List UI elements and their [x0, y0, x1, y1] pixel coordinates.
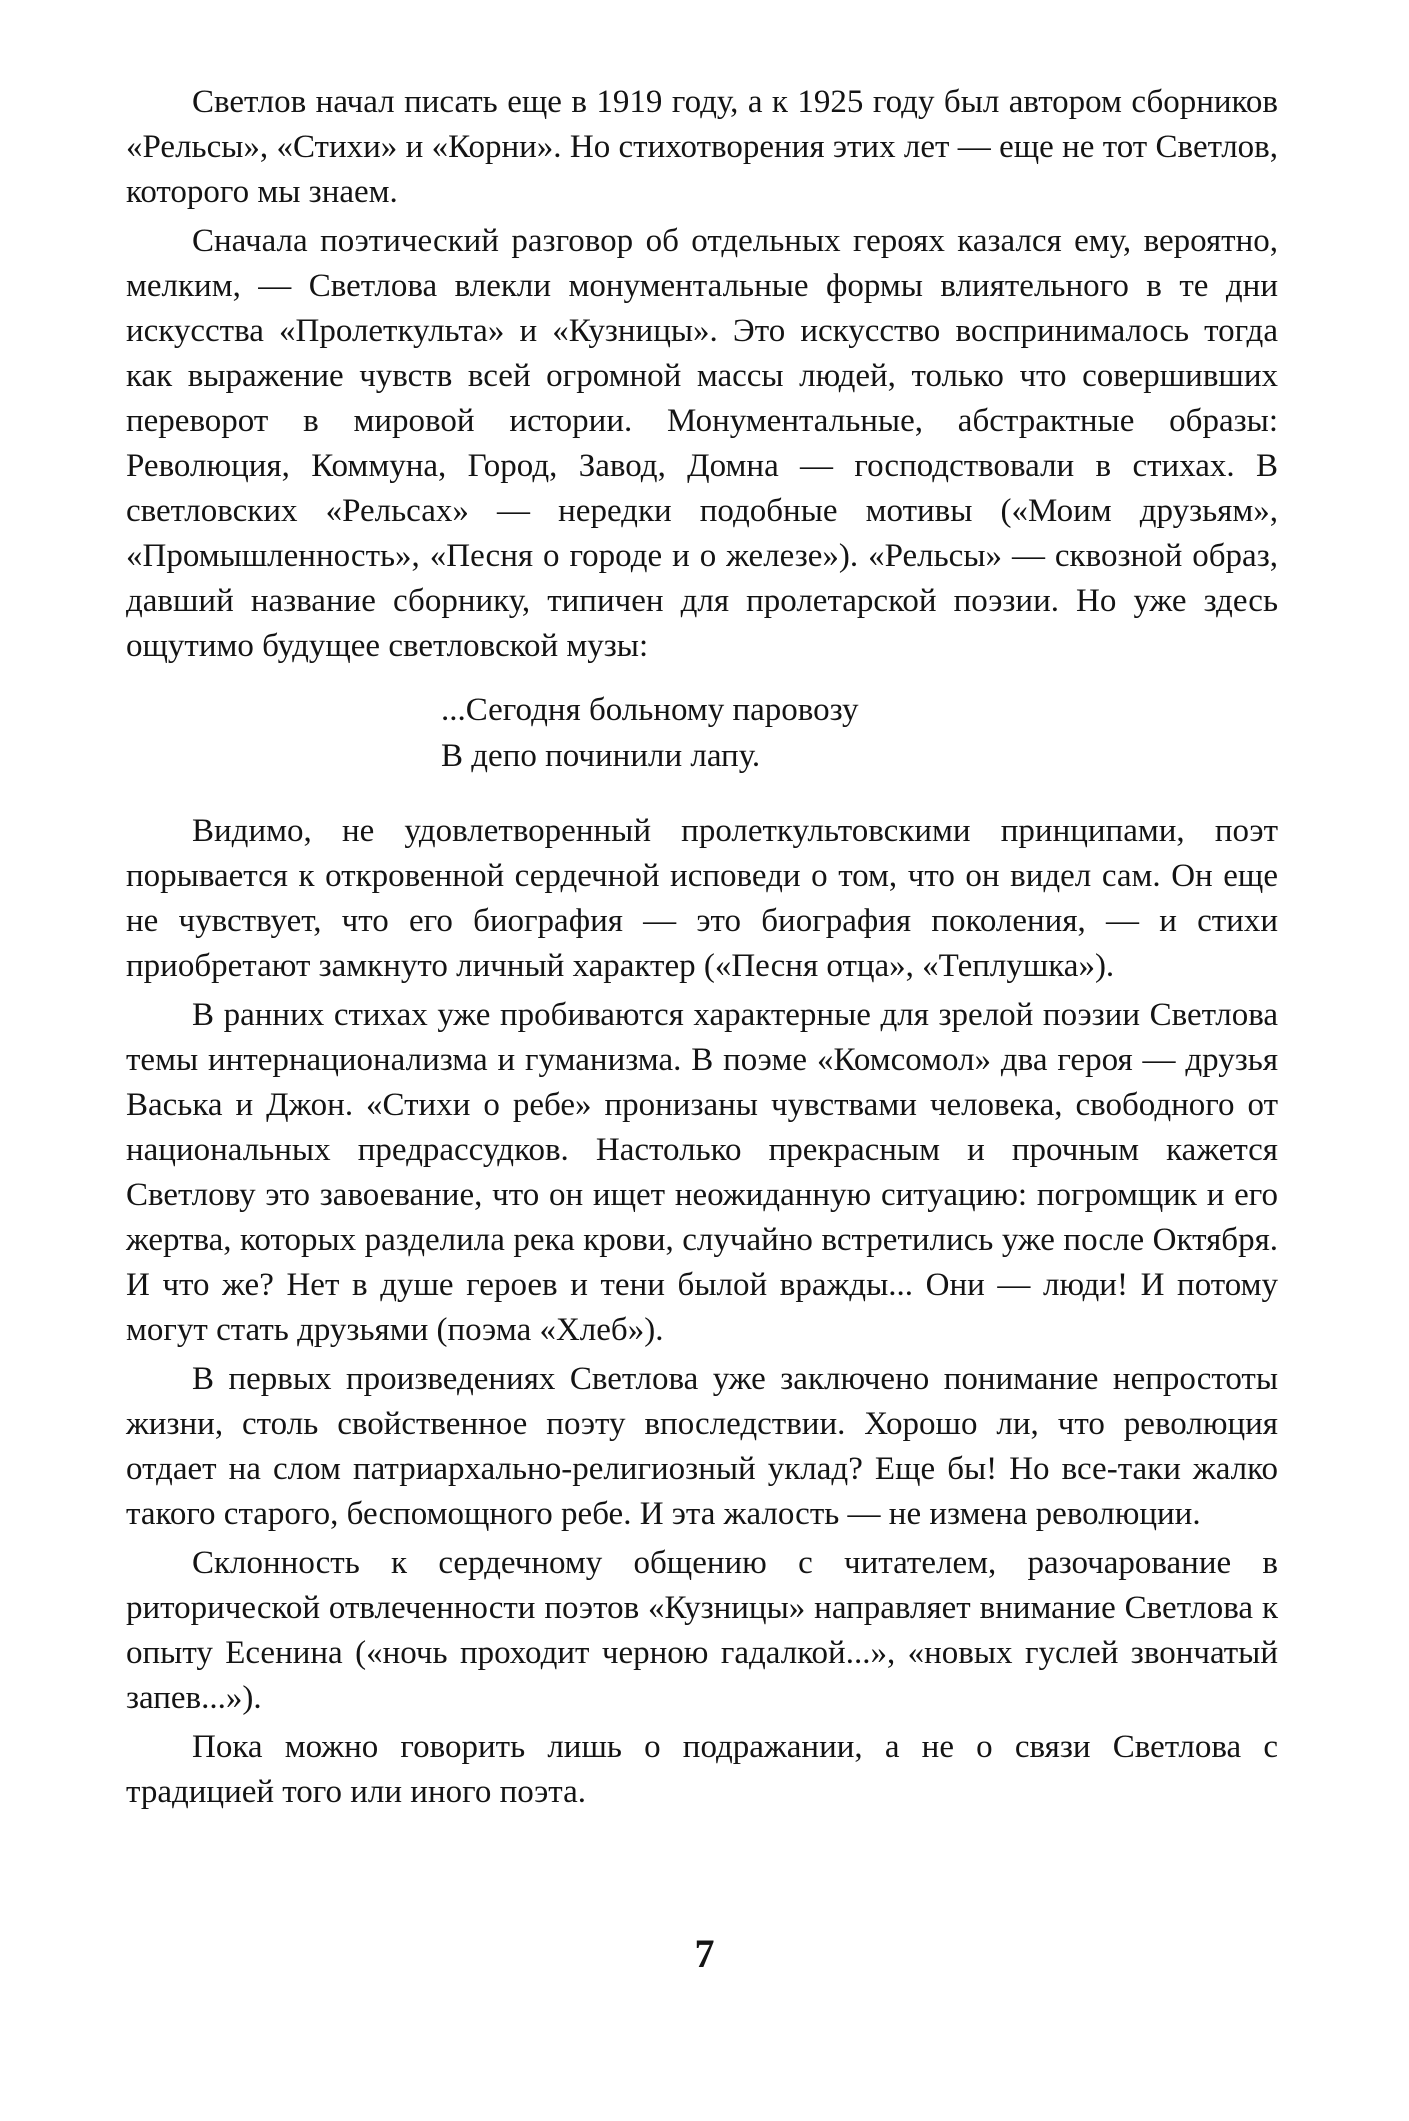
paragraph-5: В первых произведениях Светлова уже заключено понимание непростоты жизни, столь свойственное поэту впоследствии. Хорошо ли, что революция отдает на слом патриархально-религиозный уклад? Еще бы! Но все-таки жалко такого старого, беспомощного ребе. И эта жалость — не измена революции.: [126, 1361, 1278, 1532]
paragraph-7: Пока можно говорить лишь о подражании, а не о связи Светлова с традицией того или иного поэта.: [126, 1729, 1278, 1810]
page-body: [126, 80, 1278, 1819]
paragraph-4: В ранних стихах уже пробиваются характерные для зрелой поэзии Светлова темы интернационализма и гуманизма. В поэме «Комсомол» два героя — друзья Васька и Джон. «Стихи о ребе» пронизаны чувствами человека, свободного от национальных предрассудков. Настолько прекрасным и прочным кажется Светлову это завоевание, что он ищет неожиданную ситуацию: погромщик и его жертва, которых разделила река крови, случайно встретились уже после Октября. И что же? Нет в душе героев и тени былой вражды... Они — люди! И потому могут стать друзьями (поэма «Хлеб»).: [126, 997, 1278, 1348]
poem-line-1: ...Сегодня больному паровозу: [441, 692, 859, 728]
paragraph-1: Светлов начал писать еще в 1919 году, а к 1925 году был автором сборников «Рельсы», «Стихи» и «Корни». Но стихотворения этих лет — еще не тот Светлов, которого мы знаем.: [126, 84, 1278, 210]
paragraph-6: Склонность к сердечному общению с читателем, разочарование в риторической отвлеченности поэтов «Кузницы» направляет внимание Светлова к опыту Есенина («ночь проходит черною гадалкой...», «новых гуслей звончатый запев...»).: [126, 1545, 1278, 1716]
poem-line-2: В депо починили лапу.: [441, 738, 761, 774]
paragraph-2: Сначала поэтический разговор об отдельных героях казался ему, вероятно, мелким, — Светлова влекли монументальные формы влиятельного в те дни искусства «Пролеткульта» и «Кузницы». Это искусство воспринималось тогда как выражение чувств всей огромной массы людей, только что совершивших переворот в мировой истории. Монументальные, абстрактные образы: Революция, Коммуна, Город, Завод, Домна — господствовали в стихах. В светловских «Рельсах» — нередки подобные мотивы («Моим друзьям», «Промышленность», «Песня о городе и о железе»). «Рельсы» — сквозной образ, давший название сборнику, типичен для пролетарской поэзии. Но уже здесь ощутимо будущее светловской музы:: [126, 223, 1278, 664]
poem-quote: [441, 687, 1278, 779]
page-number: 7: [694, 1931, 715, 1976]
paragraph-3: Видимо, не удовлетворенный пролеткультовскими принципами, поэт порывается к откровенной сердечной исповеди о том, что он видел сам. Он еще не чувствует, что его биография — это биография поколения, — и стихи приобретают замкнуто личный характер («Песня отца», «Теплушка»).: [126, 813, 1278, 984]
